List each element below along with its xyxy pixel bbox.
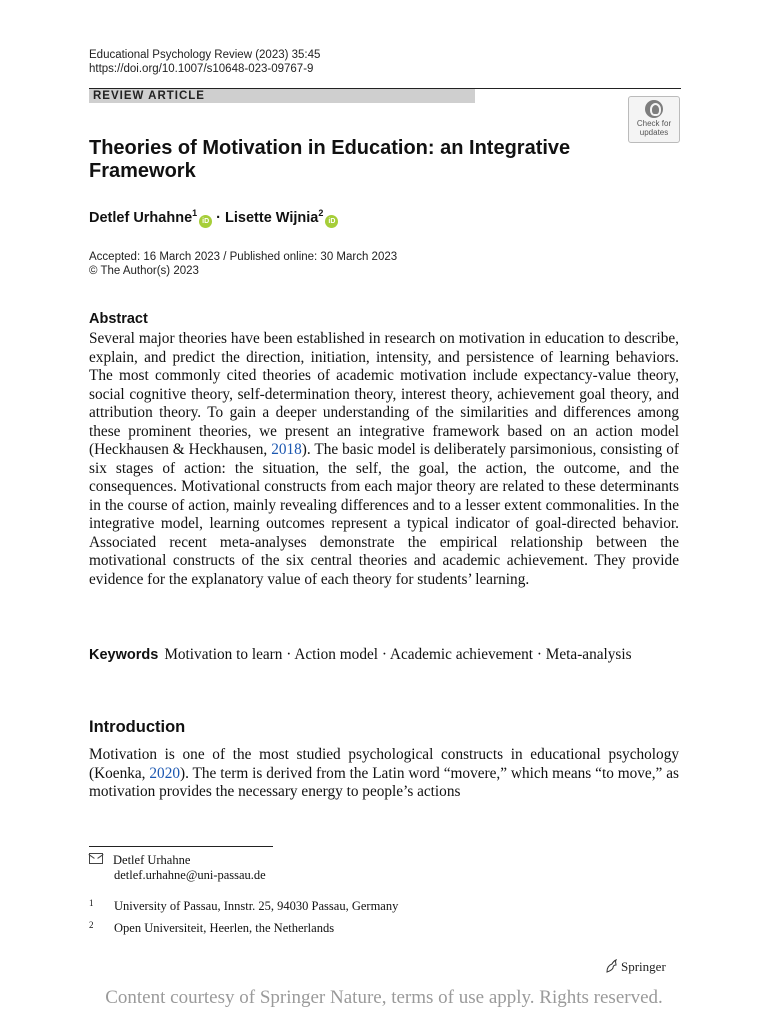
author-affiliation-mark: 2 [318,208,324,218]
footnote-divider [89,846,273,847]
introduction-text-part1: Motivation is one of the most studied psychological constructs in educational psychology (Koenka, [89,746,679,782]
abstract-text [89,330,679,589]
author-list [89,208,338,228]
author-name: Detlef Urhahne [89,209,193,226]
abstract-heading: Abstract [89,311,148,327]
section-heading-introduction: Introduction [89,718,186,736]
affiliation-number: 1 [89,898,94,908]
corresponding-author-email[interactable]: detlef.urhahne@uni-passau.de [114,868,266,882]
check-badge-line1: Check for [636,119,672,128]
orcid-icon[interactable]: iD [199,215,212,228]
copyright-notice: © The Author(s) 2023 [89,265,199,277]
publisher-name: Springer [621,959,666,974]
affiliation-1 [89,898,398,914]
affiliation-text: University of Passau, Innstr. 25, 94030 Passau, Germany [114,899,399,913]
introduction-text [89,746,679,802]
author-name: Lisette Wijnia [225,209,319,226]
check-for-updates-button[interactable] [628,96,680,143]
citation-link[interactable]: 2018 [271,441,302,458]
copyright-watermark: Content courtesy of Springer Nature, terms of use apply. Rights reserved. [105,987,663,1008]
abstract-text-part1: Several major theories have been established in research on motivation in education to describe, explain, and predict the direction, initiation, intensity, and persistence of learning behaviors. The most commonly cited theories of academic motivation include expectancy-value theory, social cognitive theory, self-determination theory, interest theory, achievement goal theory, and attribution theory. To gain a deeper understanding of the similarities and differences among these prominent theories, we present an integrative framework based on an action model (Heckhausen & Heckhausen, [89,330,679,458]
springer-horse-icon [604,959,618,973]
publisher-logo [604,959,666,975]
author-affiliation-mark: 1 [192,208,198,218]
orcid-icon[interactable]: iD [325,215,338,228]
corresponding-author-name: Detlef Urhahne [113,853,191,867]
introduction-text-part2: ). The term is derived from the Latin word “movere,” which means “to move,” as motivation provides the necessary energy to people’s actions [89,764,679,800]
check-badge-line2: updates [639,128,669,137]
affiliation-text: Open Universiteit, Heerlen, the Netherlands [114,921,335,935]
keywords-list: Motivation to learn · Action model · Academic achievement · Meta-analysis [164,646,632,663]
keywords-block [89,645,679,665]
citation-link[interactable]: 2020 [149,764,180,782]
affiliation-2 [89,920,334,936]
publication-dates: Accepted: 16 March 2023 / Published online: 30 March 2023 [89,251,398,263]
keywords-label: Keywords [89,647,159,663]
journal-citation: Educational Psychology Review (2023) 35:45 [89,49,321,61]
crossmark-icon [645,100,663,118]
article-type-bar [89,88,681,104]
doi-link[interactable]: https://doi.org/10.1007/s10648-023-09767-9 [89,63,314,75]
envelope-icon [89,853,103,864]
article-type-label: REVIEW ARTICLE [89,89,475,103]
affiliation-number: 2 [89,920,94,930]
abstract-text-part2: ). The basic model is deliberately parsimonious, consisting of six stages of action: the situation, the self, the goal, the action, the outcome, and the consequences. Motivational constructs from each major theory are related to these determinants in the course of action, mainly revealing differences and to a lesser extent commonalities. In the integrative model, learning outcomes represent a typical indicator of goal-directed behavior. Associated recent meta-analyses demonstrate the empirical relationship between the motivational constructs of the six central theories and academic achievement. They provide evidence for the explanatory value of each theory for students’ learning. [89,441,679,588]
author-separator: · [212,209,226,226]
paper-title: Theories of Motivation in Education: an Integrative Framework [89,137,571,182]
corresponding-author [89,853,190,868]
